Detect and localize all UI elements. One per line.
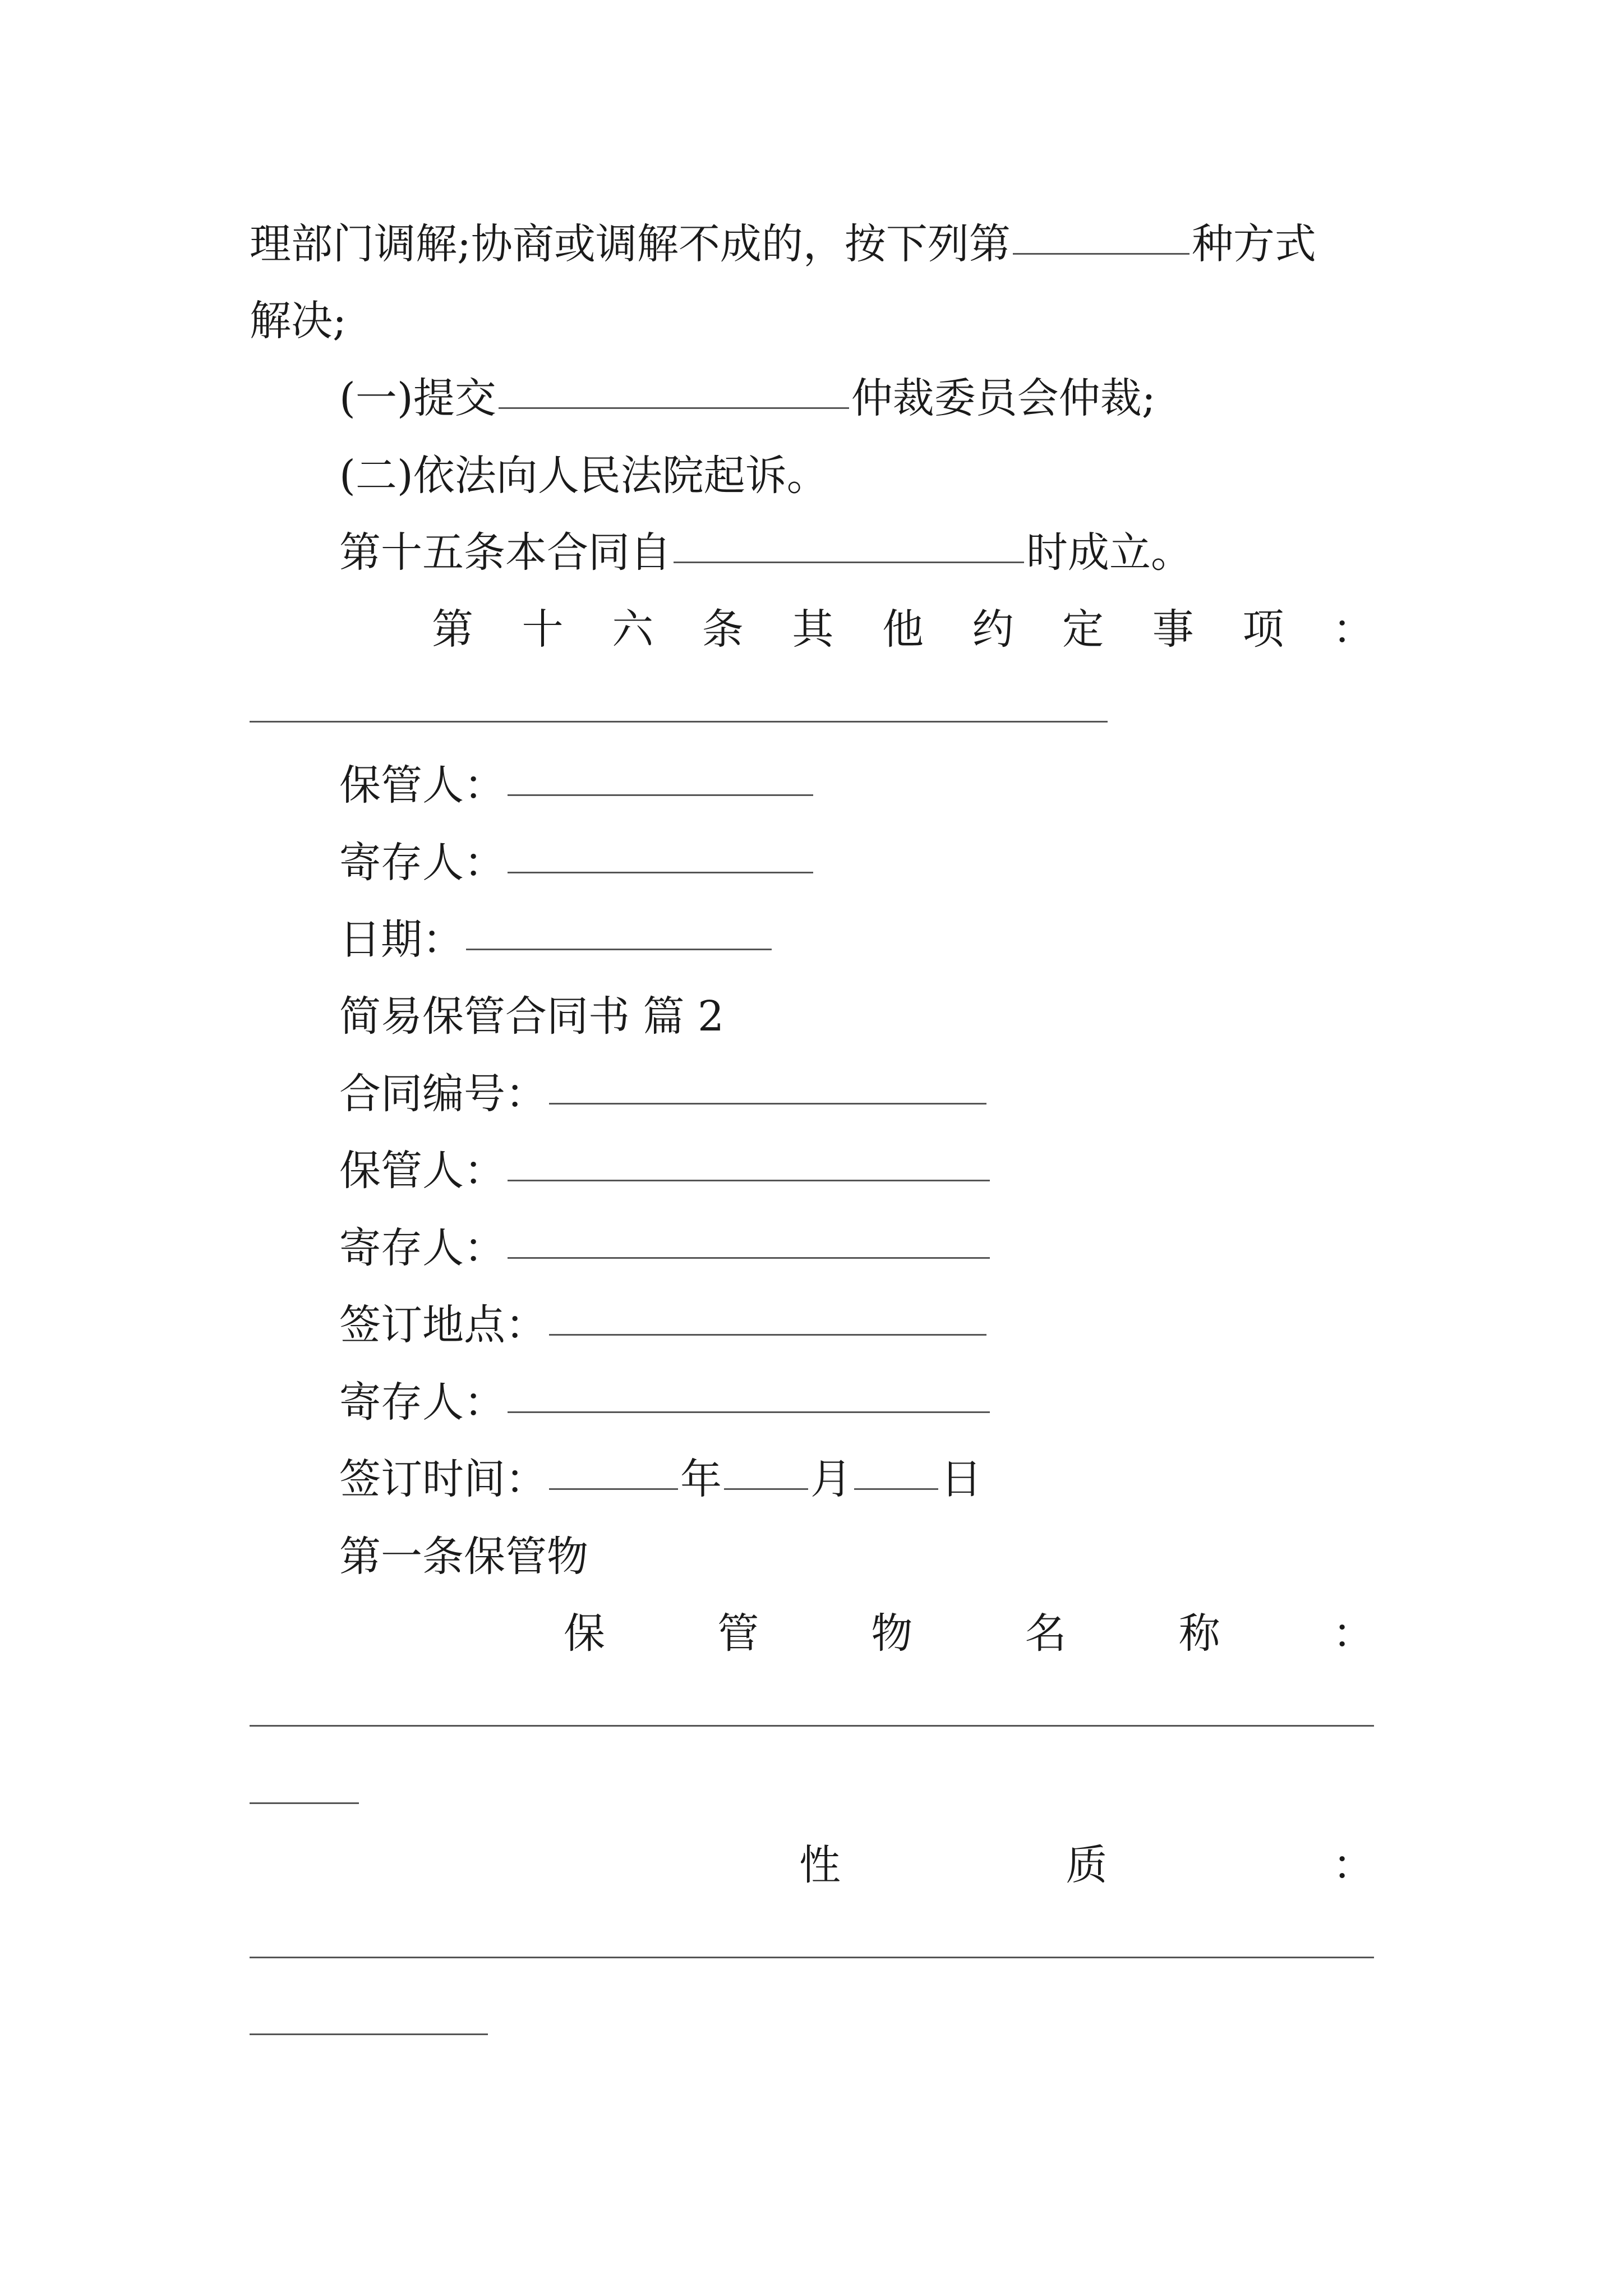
blank-rule[interactable] [250,1802,359,1804]
text-line: 第十五条本合同自 时成立。 [339,513,1192,592]
blank-field[interactable] [508,746,813,796]
blank-field[interactable] [508,1363,990,1413]
text-line: 签订时间： 年 月 日 [339,1440,982,1519]
text-line: 理部门调解;协商或调解不成的，按下列第 种方式 [250,205,1316,283]
year-blank[interactable] [549,1440,678,1490]
spread-line: 保 管 物 名 称 ： [564,1609,1374,1658]
blank-field[interactable] [466,900,772,950]
spread-line: 性 质 ： [799,1841,1374,1889]
text-line: (二)依法向人民法院起诉。 [339,452,828,500]
blank-field[interactable] [508,1209,990,1259]
blank-field[interactable] [499,359,849,409]
day-blank[interactable] [854,1440,938,1490]
text-line: 寄存人： [339,823,815,902]
blank-field[interactable] [674,513,1024,563]
blank-field[interactable] [1013,205,1189,255]
text-line: 保管人： [339,1131,992,1210]
blank-field[interactable] [549,1286,986,1336]
text-line: 解决; [250,297,347,345]
spread-line: 第 十 六 条 其 他 约 定 事 项 ： [432,605,1374,654]
text-line: 第一条保管物 [339,1533,588,1581]
blank-field[interactable] [508,823,813,873]
blank-field[interactable] [549,1055,986,1105]
text-line: (一)提交 仲裁委员会仲裁; [339,359,1156,438]
text-line: 寄存人： [339,1363,992,1442]
blank-rule[interactable] [250,721,1108,723]
text-line: 签订地点： [339,1286,989,1364]
text-line: 保管人： [339,746,815,825]
month-blank[interactable] [724,1440,808,1490]
text-line: 寄存人： [339,1209,992,1287]
blank-rule[interactable] [250,1957,1374,1958]
blank-rule[interactable] [250,1725,1374,1727]
text-line: 日期： [339,900,774,979]
blank-field[interactable] [508,1131,990,1181]
section-title: 简易保管合同书 篇 2 [339,992,725,1041]
blank-rule[interactable] [250,2033,488,2035]
text-line: 合同编号： [339,1055,989,1133]
